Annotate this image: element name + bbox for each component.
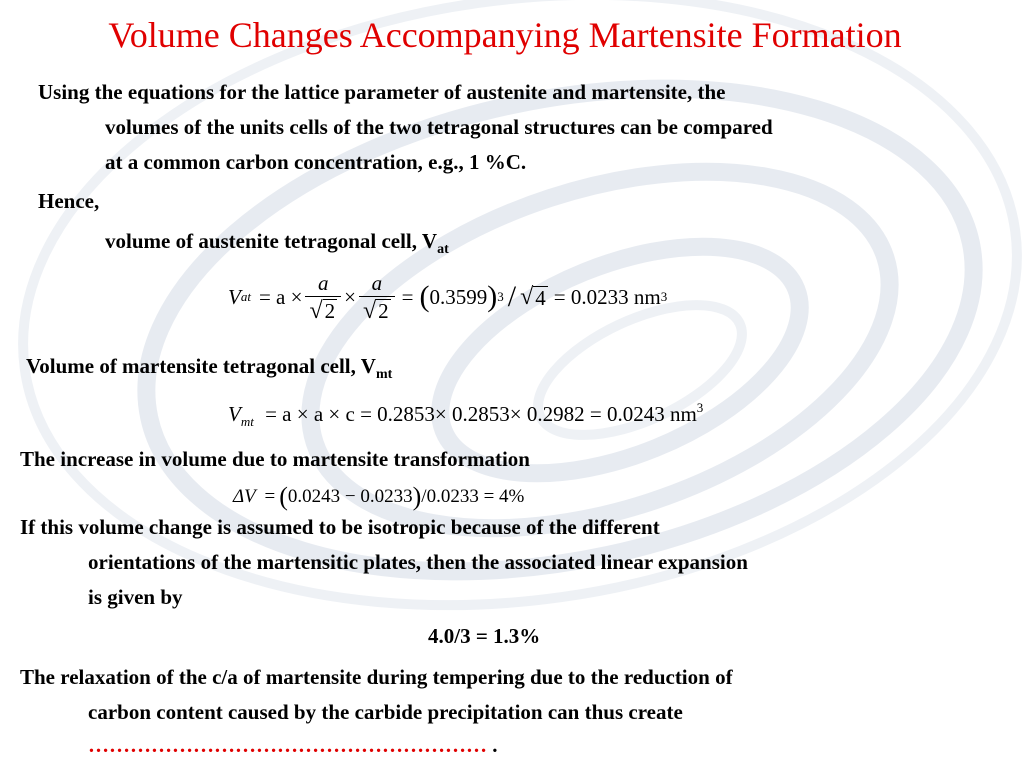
- eq1-fraction-2: [359, 270, 395, 325]
- austenite-label-subscript: at: [437, 242, 449, 257]
- para2-line3: is given by: [88, 585, 183, 609]
- martensite-label-subscript: mt: [375, 367, 393, 382]
- open-paren-icon: (: [419, 280, 430, 313]
- eq3-equals: =: [264, 486, 276, 507]
- eq1-lhs: V: [228, 284, 241, 309]
- para1-line1: Using the equations for the lattice parameter of austenite and martensite, the: [38, 80, 726, 104]
- close-paren-icon: ): [412, 482, 422, 511]
- eq2-lhs-sub: mt: [240, 414, 254, 429]
- eq1-result: = 0.0233 nm: [553, 284, 661, 309]
- eq1-divide: /: [507, 280, 517, 313]
- eq1-frac1-den: [305, 296, 341, 325]
- eq1-a-times: = a ×: [258, 284, 303, 309]
- equation-austenite-volume: [228, 262, 667, 332]
- eq1-base: 0.3599: [429, 284, 488, 309]
- eq1-sqrt-arg: 4: [535, 285, 546, 310]
- para3-line2: carbon content caused by the carbide precipitation can thus create: [88, 700, 683, 724]
- linear-expansion-result: 4.0/3 = 1.3%: [428, 624, 541, 648]
- austenite-label-text: volume of austenite tetragonal cell, V: [105, 229, 438, 253]
- eq2-rhs: = a × a × c = 0.2853× 0.2853× 0.2982 = 0.0243 nm: [265, 402, 697, 426]
- close-paren-icon: ): [487, 280, 498, 313]
- eq1-frac2-den: [359, 296, 395, 325]
- eq1-exp: 3: [497, 289, 504, 304]
- eq1-frac1-sqrt-arg: 2: [324, 298, 336, 323]
- para3-line3: [88, 733, 498, 758]
- sqrt-icon: √: [362, 297, 377, 324]
- blank-end: .: [487, 733, 498, 757]
- martensite-label: [26, 354, 392, 383]
- increase-label: The increase in volume due to martensite transformation: [20, 447, 530, 471]
- eq1-times: ×: [344, 284, 356, 309]
- eq1-unit-exp: 3: [660, 289, 668, 304]
- hence-text: Hence,: [38, 189, 100, 213]
- eq1-lhs-sub: at: [240, 289, 251, 304]
- eq1-equals: =: [401, 284, 414, 309]
- eq3-rest: /0.0233 = 4%: [421, 486, 525, 507]
- equation-martensite-volume: [228, 400, 703, 430]
- eq3-lhs: ΔV: [233, 486, 256, 507]
- eq2-lhs: V: [228, 402, 241, 426]
- blank-dots: …………………………………………………: [88, 733, 487, 757]
- para1-line2: volumes of the units cells of the two tetragonal structures can be compared: [105, 115, 773, 139]
- slide-title: Volume Changes Accompanying Martensite Formation: [108, 15, 902, 55]
- eq2-unit-exp: 3: [696, 400, 704, 415]
- para1-line3: at a common carbon concentration, e.g., 1 %C.: [105, 150, 527, 174]
- para3-line1: The relaxation of the c/a of martensite during tempering due to the reduction of: [20, 665, 733, 689]
- para2-line1: If this volume change is assumed to be isotropic because of the different: [20, 515, 660, 539]
- eq1-frac2-num: a: [371, 270, 383, 295]
- eq3-inner: 0.0243 − 0.0233: [287, 486, 413, 507]
- sqrt-icon: √: [520, 283, 534, 310]
- para2-line2: orientations of the martensitic plates, then the associated linear expansion: [88, 550, 748, 574]
- equation-volume-increase: [233, 482, 524, 512]
- eq1-fraction-1: [305, 270, 341, 325]
- eq1-frac2-sqrt-arg: 2: [378, 298, 389, 323]
- sqrt-icon: √: [309, 297, 323, 324]
- martensite-label-text: Volume of martensite tetragonal cell, V: [26, 354, 376, 378]
- austenite-label: [105, 229, 449, 258]
- eq1-frac1-num: a: [318, 270, 329, 295]
- open-paren-icon: (: [279, 482, 288, 511]
